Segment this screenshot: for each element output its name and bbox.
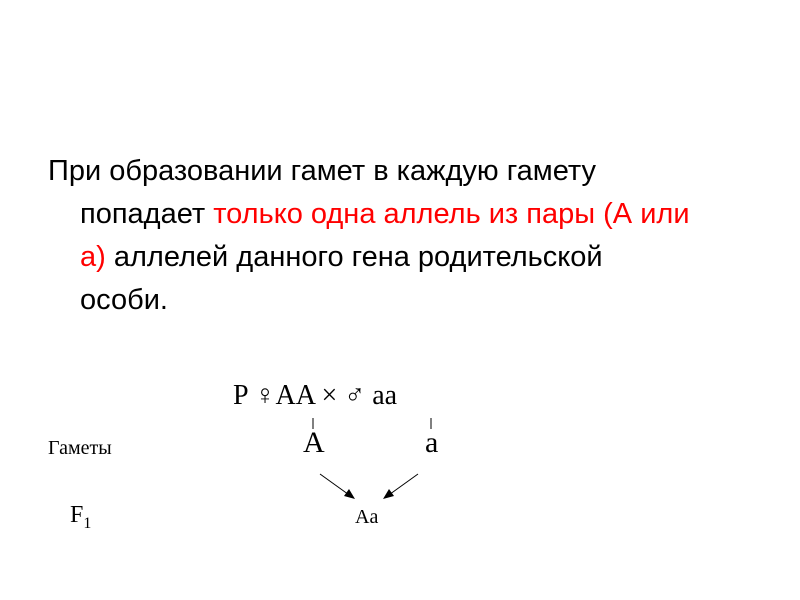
- gamete-recessive: a: [425, 426, 439, 459]
- f1-letter: F: [70, 502, 84, 528]
- paragraph-line-3-text: аллелей данного гена родительской: [105, 241, 603, 273]
- highlighted-text-2: а): [80, 241, 106, 273]
- highlighted-text-1: только одна аллель из пары (А или: [213, 198, 690, 230]
- arrowhead-right: [383, 489, 394, 499]
- male-genotype: aa: [372, 380, 398, 411]
- gametes-label: Гаметы: [48, 437, 112, 459]
- male-symbol-icon: ♂: [344, 380, 366, 411]
- female-genotype: AA: [275, 380, 315, 411]
- paragraph-line-4: особи.: [80, 284, 168, 316]
- f1-subscript: 1: [83, 514, 92, 532]
- paragraph-line-2-text: попадает: [80, 198, 214, 230]
- parents-label: P: [233, 380, 248, 411]
- offspring-genotype: Aa: [355, 506, 379, 528]
- gamete-dominant: A: [303, 426, 325, 459]
- arrowhead-left: [344, 489, 355, 499]
- paragraph-line-1: При образовании гамет в каждую гамету: [48, 155, 597, 187]
- female-symbol-icon: ♀: [254, 380, 276, 411]
- cross-symbol: ×: [321, 380, 338, 411]
